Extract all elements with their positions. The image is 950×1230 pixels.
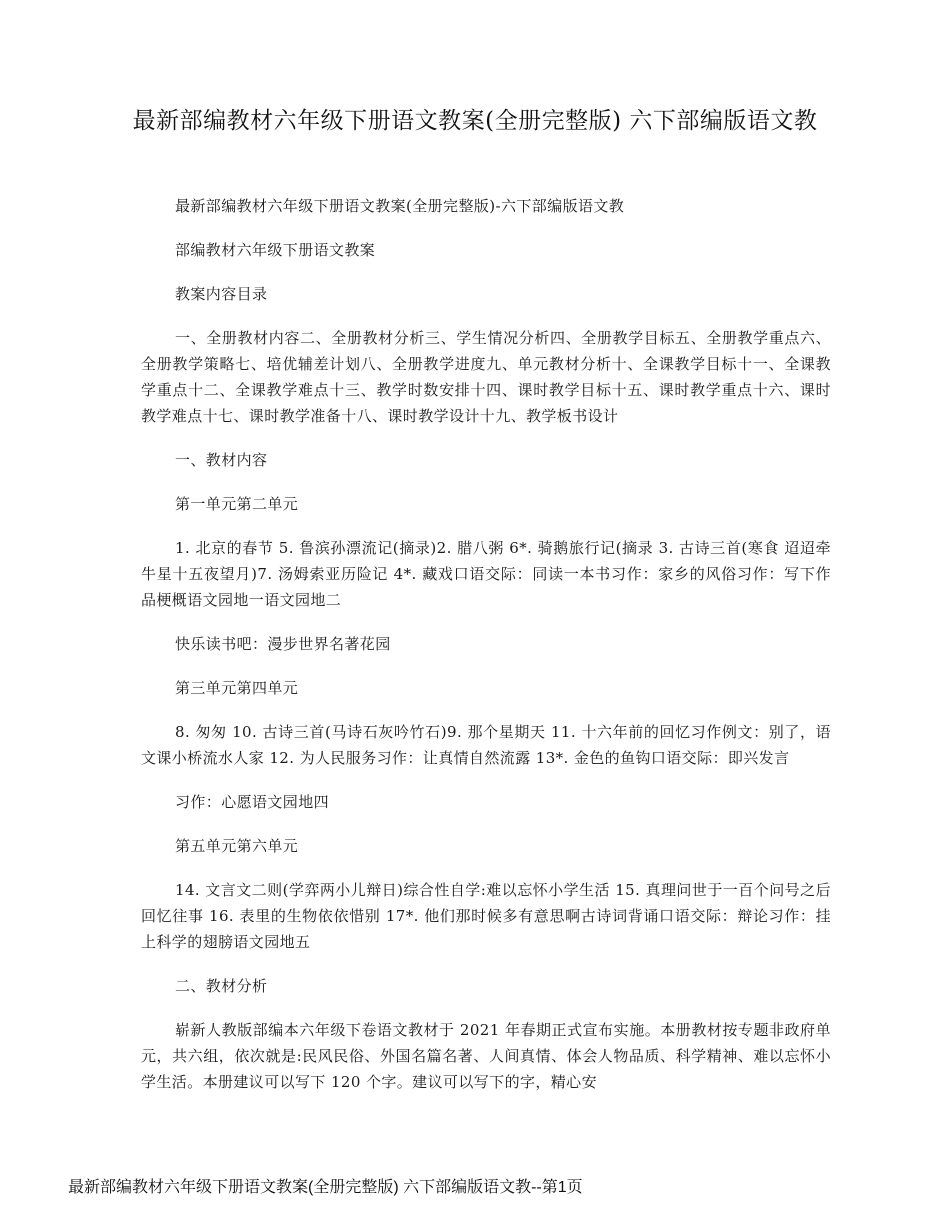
paragraph-units-3-4: 8. 匆匆 10. 古诗三首(马诗石灰吟竹石)9. 那个星期天 11. 十六年前的回忆习作例文：别了，语文课小桥流水人家 12. 为人民服务习作：让真情自然流露 13*. 金色的鱼钩口语交际：即兴发言 bbox=[141, 723, 831, 767]
page-footer: 最新部编教材六年级下册语文教案(全册完整版) 六下部编版语文教--第1页 bbox=[68, 1179, 583, 1196]
document-title: 最新部编教材六年级下册语文教案(全册完整版) 六下部编版语文教 bbox=[132, 108, 818, 134]
unit-heading-5-6: 第五单元第六单元 bbox=[175, 837, 299, 855]
paragraph-reading-bar: 快乐读书吧：漫步世界名著花园 bbox=[175, 635, 391, 653]
unit-heading-3-4: 第三单元第四单元 bbox=[175, 679, 299, 697]
paragraph-units-1-2: 1. 北京的春节 5. 鲁滨孙漂流记(摘录)2. 腊八粥 6*. 骑鹅旅行记(摘录 3. 古诗三首(寒食 迢迢牵牛星十五夜望月)7. 汤姆索亚历险记 4*. 藏戏口语交际：同读一本书习作：家乡的风俗习作：写下作品梗概语文园地一语文园地二 bbox=[141, 539, 831, 609]
paragraph-writing-4: 习作：心愿语文园地四 bbox=[175, 793, 330, 811]
section-heading-analysis: 二、教材分析 bbox=[175, 977, 268, 995]
document-body bbox=[141, 193, 831, 1113]
section-heading-content: 一、教材内容 bbox=[175, 451, 268, 469]
paragraph-analysis: 崭新人教版部编本六年级下卷语文教材于 2021 年春期正式宣布实施。本册教材按专题非政府单元，共六组，依次就是:民风民俗、外国名篇名著、人间真情、体会人物品质、科学精神、难以忘怀小学生活。本册建议可以写下 120 个字。建议可以写下的字，精心安 bbox=[141, 1021, 831, 1091]
unit-heading-1-2: 第一单元第二单元 bbox=[175, 495, 299, 513]
paragraph-heading: 部编教材六年级下册语文教案 bbox=[175, 241, 376, 259]
paragraph-units-5-6: 14. 文言文二则(学弈两小儿辩日)综合性自学:难以忘怀小学生活 15. 真理问世于一百个问号之后回忆往事 16. 表里的生物依依惜别 17*. 他们那时候多有意思啊古诗词背诵口语交际：辩论习作：挂上科学的翅膀语文园地五 bbox=[141, 881, 831, 951]
paragraph-toc-title: 教案内容目录 bbox=[175, 285, 268, 303]
paragraph-toc: 一、全册教材内容二、全册教材分析三、学生情况分析四、全册教学目标五、全册教学重点六、全册教学策略七、培优辅差计划八、全册教学进度九、单元教材分析十、全课教学目标十一、全课教学重点十二、全课教学难点十三、教学时数安排十四、课时教学目标十五、课时教学重点十六、课时教学难点十七、课时教学准备十八、课时教学设计十九、教学板书设计 bbox=[141, 329, 831, 425]
paragraph-subtitle: 最新部编教材六年级下册语文教案(全册完整版)-六下部编版语文教 bbox=[175, 197, 625, 215]
